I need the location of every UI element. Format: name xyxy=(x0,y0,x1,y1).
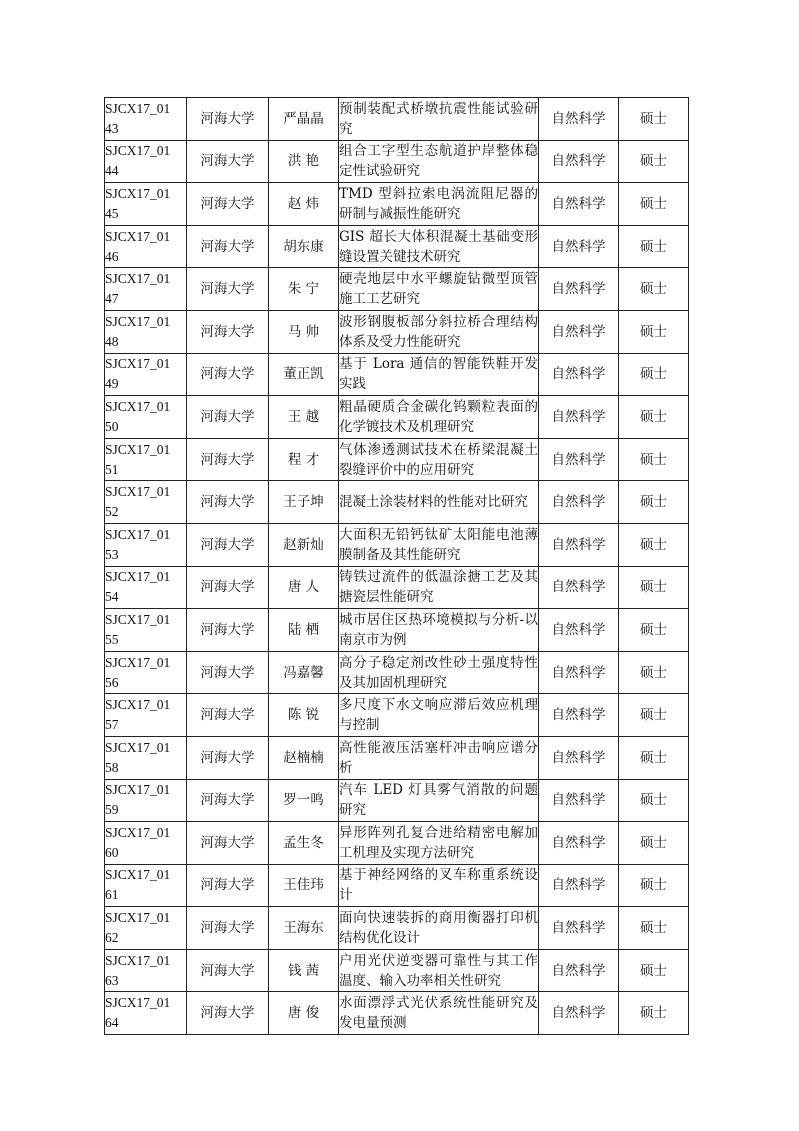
field-cell: 自然科学 xyxy=(539,822,619,865)
university-cell: 河海大学 xyxy=(187,481,269,524)
table-row xyxy=(105,651,689,694)
university-cell: 河海大学 xyxy=(187,992,269,1035)
university-cell: 河海大学 xyxy=(187,310,269,353)
project-title-cell: 铸铁过流件的低温涂搪工艺及其搪瓷层性能研究 xyxy=(339,566,539,609)
project-id-cell: SJCX17_01 57 xyxy=(105,694,187,737)
field-cell: 自然科学 xyxy=(539,736,619,779)
project-title-cell: 高性能液压活塞杆冲击响应谱分析 xyxy=(339,736,539,779)
degree-cell: 硕士 xyxy=(619,140,689,183)
university-cell: 河海大学 xyxy=(187,225,269,268)
field-cell: 自然科学 xyxy=(539,268,619,311)
project-id-cell: SJCX17_01 62 xyxy=(105,907,187,950)
project-title-cell: 异形阵列孔复合进给精密电解加工机理及实现方法研究 xyxy=(339,822,539,865)
degree-cell: 硕士 xyxy=(619,523,689,566)
university-cell: 河海大学 xyxy=(187,694,269,737)
project-title-cell: 气体渗透测试技术在桥梁混凝土裂缝评价中的应用研究 xyxy=(339,438,539,481)
project-id-cell: SJCX17_01 44 xyxy=(105,140,187,183)
table-row xyxy=(105,609,689,652)
project-title-cell: 组合工字型生态航道护岸整体稳定性试验研究 xyxy=(339,140,539,183)
project-id-cell: SJCX17_01 56 xyxy=(105,651,187,694)
student-name-cell: 陆 栖 xyxy=(269,609,339,652)
university-cell: 河海大学 xyxy=(187,438,269,481)
university-cell: 河海大学 xyxy=(187,779,269,822)
table-row xyxy=(105,310,689,353)
student-name-cell: 洪 艳 xyxy=(269,140,339,183)
university-cell: 河海大学 xyxy=(187,949,269,992)
table-row xyxy=(105,438,689,481)
project-id-cell: SJCX17_01 50 xyxy=(105,396,187,439)
degree-cell: 硕士 xyxy=(619,779,689,822)
university-cell: 河海大学 xyxy=(187,268,269,311)
university-cell: 河海大学 xyxy=(187,140,269,183)
project-title-cell: 城市居住区热环境模拟与分析-以南京市为例 xyxy=(339,609,539,652)
degree-cell: 硕士 xyxy=(619,225,689,268)
university-cell: 河海大学 xyxy=(187,566,269,609)
field-cell: 自然科学 xyxy=(539,353,619,396)
student-name-cell: 朱 宁 xyxy=(269,268,339,311)
degree-cell: 硕士 xyxy=(619,566,689,609)
degree-cell: 硕士 xyxy=(619,651,689,694)
student-name-cell: 王佳玮 xyxy=(269,864,339,907)
project-title-cell: TMD 型斜拉索电涡流阻尼器的研制与减振性能研究 xyxy=(339,183,539,226)
degree-cell: 硕士 xyxy=(619,396,689,439)
project-title-cell: 粗晶硬质合金碳化钨颗粒表面的化学镀技术及机理研究 xyxy=(339,396,539,439)
field-cell: 自然科学 xyxy=(539,949,619,992)
degree-cell: 硕士 xyxy=(619,822,689,865)
university-cell: 河海大学 xyxy=(187,651,269,694)
degree-cell: 硕士 xyxy=(619,310,689,353)
field-cell: 自然科学 xyxy=(539,183,619,226)
student-name-cell: 罗一鸣 xyxy=(269,779,339,822)
project-id-cell: SJCX17_01 46 xyxy=(105,225,187,268)
field-cell: 自然科学 xyxy=(539,310,619,353)
field-cell: 自然科学 xyxy=(539,438,619,481)
field-cell: 自然科学 xyxy=(539,651,619,694)
project-id-cell: SJCX17_01 48 xyxy=(105,310,187,353)
degree-cell: 硕士 xyxy=(619,609,689,652)
field-cell: 自然科学 xyxy=(539,907,619,950)
university-cell: 河海大学 xyxy=(187,183,269,226)
student-name-cell: 王子坤 xyxy=(269,481,339,524)
project-id-cell: SJCX17_01 54 xyxy=(105,566,187,609)
degree-cell: 硕士 xyxy=(619,736,689,779)
project-id-cell: SJCX17_01 64 xyxy=(105,992,187,1035)
degree-cell: 硕士 xyxy=(619,992,689,1035)
table-row xyxy=(105,864,689,907)
table-row xyxy=(105,779,689,822)
student-name-cell: 董正凯 xyxy=(269,353,339,396)
field-cell: 自然科学 xyxy=(539,225,619,268)
field-cell: 自然科学 xyxy=(539,864,619,907)
university-cell: 河海大学 xyxy=(187,98,269,141)
student-name-cell: 胡东康 xyxy=(269,225,339,268)
field-cell: 自然科学 xyxy=(539,98,619,141)
degree-cell: 硕士 xyxy=(619,353,689,396)
table-row xyxy=(105,140,689,183)
student-name-cell: 赵新灿 xyxy=(269,523,339,566)
degree-cell: 硕士 xyxy=(619,694,689,737)
student-name-cell: 严晶晶 xyxy=(269,98,339,141)
degree-cell: 硕士 xyxy=(619,949,689,992)
degree-cell: 硕士 xyxy=(619,438,689,481)
table-row xyxy=(105,822,689,865)
project-title-cell: 汽车 LED 灯具雾气消散的问题研究 xyxy=(339,779,539,822)
table-row xyxy=(105,353,689,396)
project-title-cell: 户用光伏逆变器可靠性与其工作温度、输入功率相关性研究 xyxy=(339,949,539,992)
project-title-cell: 高分子稳定剂改性砂土强度特性及其加固机理研究 xyxy=(339,651,539,694)
project-title-cell: 预制装配式桥墩抗震性能试验研究 xyxy=(339,98,539,141)
degree-cell: 硕士 xyxy=(619,183,689,226)
table-row xyxy=(105,907,689,950)
project-title-cell: 混凝土涂装材料的性能对比研究 xyxy=(339,481,539,524)
degree-cell: 硕士 xyxy=(619,907,689,950)
project-id-cell: SJCX17_01 52 xyxy=(105,481,187,524)
project-id-cell: SJCX17_01 55 xyxy=(105,609,187,652)
project-title-cell: 大面积无铅钙钛矿太阳能电池薄膜制备及其性能研究 xyxy=(339,523,539,566)
project-title-cell: GIS 超长大体积混凝土基础变形缝设置关键技术研究 xyxy=(339,225,539,268)
student-name-cell: 唐 俊 xyxy=(269,992,339,1035)
field-cell: 自然科学 xyxy=(539,523,619,566)
project-title-cell: 基于 Lora 通信的智能铁鞋开发实践 xyxy=(339,353,539,396)
student-name-cell: 程 才 xyxy=(269,438,339,481)
university-cell: 河海大学 xyxy=(187,396,269,439)
project-title-cell: 多尺度下水文响应滞后效应机理与控制 xyxy=(339,694,539,737)
project-id-cell: SJCX17_01 61 xyxy=(105,864,187,907)
student-name-cell: 孟生冬 xyxy=(269,822,339,865)
student-name-cell: 赵楠楠 xyxy=(269,736,339,779)
degree-cell: 硕士 xyxy=(619,98,689,141)
table-row xyxy=(105,523,689,566)
table-row xyxy=(105,98,689,141)
project-table xyxy=(104,97,689,1035)
project-title-cell: 面向快速装拆的商用衡器打印机结构优化设计 xyxy=(339,907,539,950)
student-name-cell: 王海东 xyxy=(269,907,339,950)
project-title-cell: 波形钢腹板部分斜拉桥合理结构体系及受力性能研究 xyxy=(339,310,539,353)
field-cell: 自然科学 xyxy=(539,481,619,524)
field-cell: 自然科学 xyxy=(539,566,619,609)
student-name-cell: 冯嘉馨 xyxy=(269,651,339,694)
field-cell: 自然科学 xyxy=(539,396,619,439)
table-row xyxy=(105,481,689,524)
project-id-cell: SJCX17_01 53 xyxy=(105,523,187,566)
student-name-cell: 钱 茜 xyxy=(269,949,339,992)
table-row xyxy=(105,396,689,439)
project-title-cell: 硬壳地层中水平螺旋钻微型顶管施工工艺研究 xyxy=(339,268,539,311)
university-cell: 河海大学 xyxy=(187,736,269,779)
project-id-cell: SJCX17_01 51 xyxy=(105,438,187,481)
student-name-cell: 陈 锐 xyxy=(269,694,339,737)
student-name-cell: 赵 炜 xyxy=(269,183,339,226)
project-id-cell: SJCX17_01 60 xyxy=(105,822,187,865)
field-cell: 自然科学 xyxy=(539,609,619,652)
field-cell: 自然科学 xyxy=(539,694,619,737)
table-row xyxy=(105,736,689,779)
degree-cell: 硕士 xyxy=(619,481,689,524)
table-row xyxy=(105,949,689,992)
table-row xyxy=(105,992,689,1035)
field-cell: 自然科学 xyxy=(539,779,619,822)
university-cell: 河海大学 xyxy=(187,864,269,907)
field-cell: 自然科学 xyxy=(539,140,619,183)
project-id-cell: SJCX17_01 58 xyxy=(105,736,187,779)
project-title-cell: 基于神经网络的叉车称重系统设计 xyxy=(339,864,539,907)
degree-cell: 硕士 xyxy=(619,864,689,907)
table-body xyxy=(105,98,689,1035)
table-row xyxy=(105,566,689,609)
university-cell: 河海大学 xyxy=(187,822,269,865)
student-name-cell: 王 越 xyxy=(269,396,339,439)
table-row xyxy=(105,694,689,737)
student-name-cell: 马 帅 xyxy=(269,310,339,353)
project-id-cell: SJCX17_01 63 xyxy=(105,949,187,992)
table-row xyxy=(105,183,689,226)
university-cell: 河海大学 xyxy=(187,609,269,652)
project-id-cell: SJCX17_01 49 xyxy=(105,353,187,396)
project-id-cell: SJCX17_01 47 xyxy=(105,268,187,311)
university-cell: 河海大学 xyxy=(187,353,269,396)
table-row xyxy=(105,225,689,268)
project-id-cell: SJCX17_01 43 xyxy=(105,98,187,141)
project-title-cell: 水面漂浮式光伏系统性能研究及发电量预测 xyxy=(339,992,539,1035)
degree-cell: 硕士 xyxy=(619,268,689,311)
project-id-cell: SJCX17_01 59 xyxy=(105,779,187,822)
project-id-cell: SJCX17_01 45 xyxy=(105,183,187,226)
student-name-cell: 唐 人 xyxy=(269,566,339,609)
university-cell: 河海大学 xyxy=(187,523,269,566)
field-cell: 自然科学 xyxy=(539,992,619,1035)
university-cell: 河海大学 xyxy=(187,907,269,950)
table-row xyxy=(105,268,689,311)
